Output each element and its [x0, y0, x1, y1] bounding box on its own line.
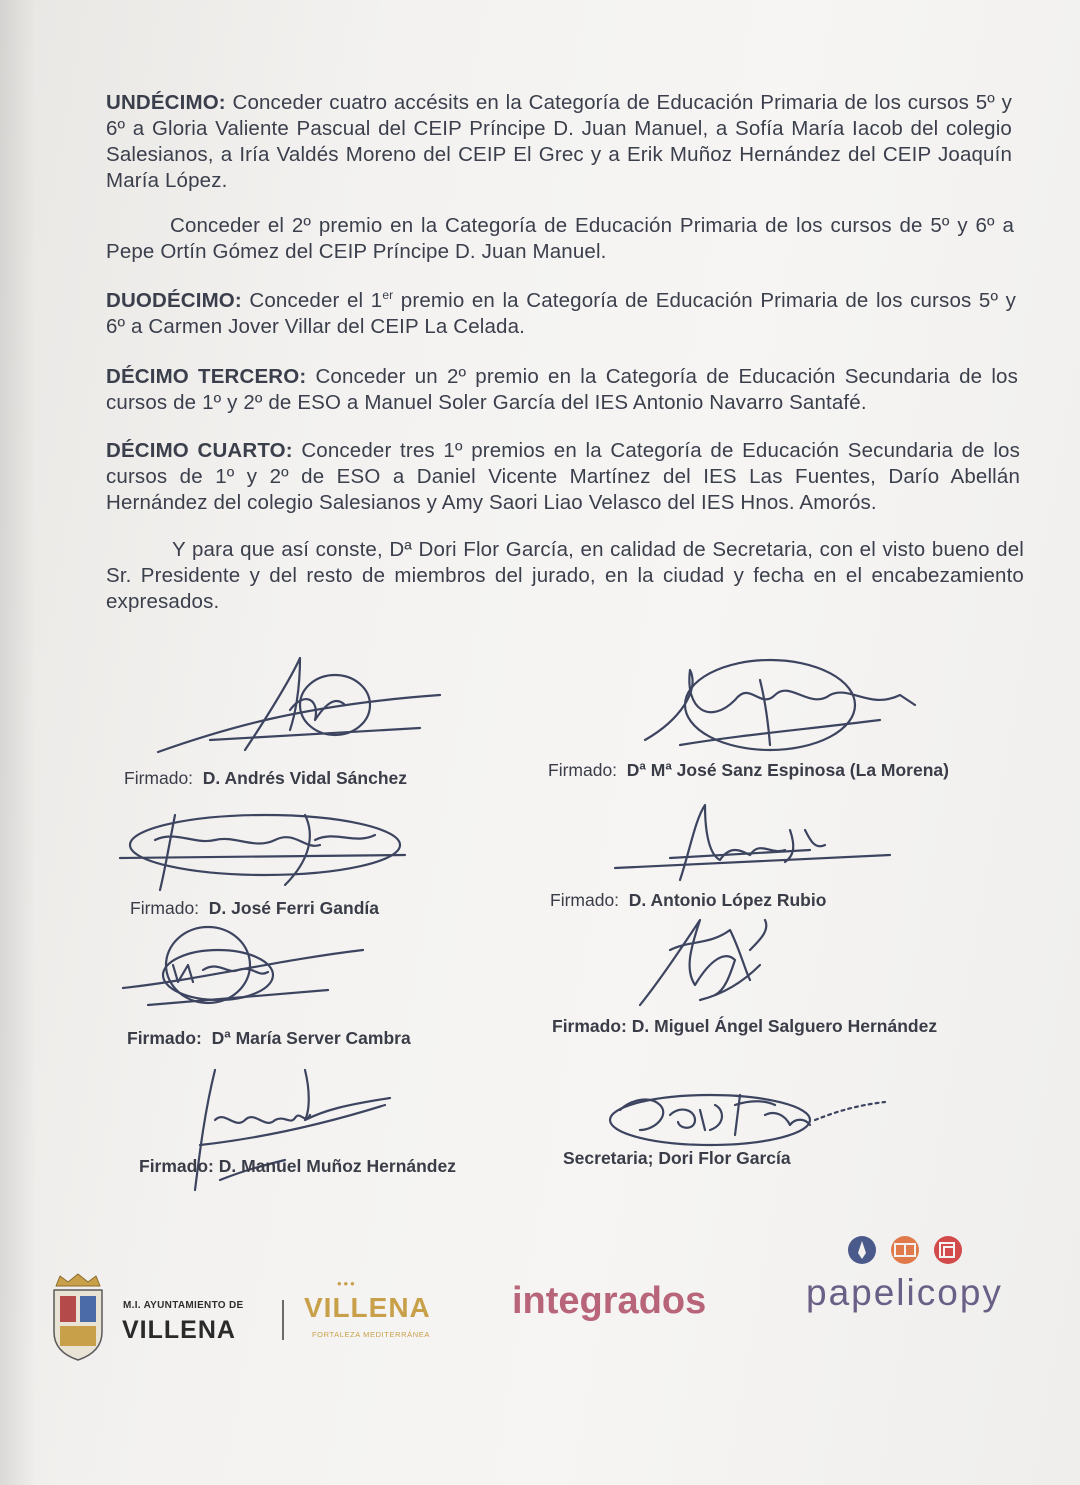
signature-label-dori-flor [563, 1148, 791, 1169]
signature-label-manuel-munoz [139, 1156, 456, 1177]
text-closing: Y para que así conste, Dª Dori Flor García, en calidad de Secretaria, con el visto bueno del Sr. Presidente y del resto de miembros del jurado, en la ciudad y fecha en el encabezamiento expresados. [106, 538, 1024, 613]
firmado-prefix: Firmado: [124, 768, 194, 788]
signature-miguel-salguero [630, 910, 780, 1010]
text-decimo-cuarto: Conceder tres 1º premios en la Categoría de Educación Secundaria de los cursos de 1º y 2º de ESO a Daniel Vicente Martínez del IES Las Fuentes, Darío Abellán Hernández del colegio Salesianos y Amy Saori Liao Velasco del IES Hnos. Amorós. [106, 439, 1021, 514]
firmado-prefix: Firmado: [548, 760, 618, 780]
signature-andres-vidal [150, 650, 450, 765]
papelicopy-logo: papelicopy [806, 1272, 1003, 1313]
text-decimo-tercero: Conceder un 2º premio en la Categoría de Educación Secundaria de los cursos de 1º y 2º de ESO a Manuel Soler García del IES Antonio Navarro Santafé. [106, 365, 1018, 414]
secretary-name: Secretaria; Dori Flor García [563, 1148, 791, 1168]
signature-label-jose-sanz [548, 760, 949, 781]
signer-name: D. Manuel Muñoz Hernández [218, 1156, 456, 1176]
signature-label-maria-server [127, 1028, 411, 1049]
signature-maria-server [118, 920, 368, 1020]
paragraph-duodecimo [106, 288, 1016, 340]
signature-jose-sanz [640, 650, 930, 760]
heading-decimo-cuarto: DÉCIMO CUARTO: [106, 439, 293, 462]
page-edge-shadow [0, 0, 36, 1485]
firmado-prefix: Firmado: [552, 1016, 627, 1036]
signature-label-jose-ferri [130, 898, 379, 919]
signature-jose-ferri [115, 800, 415, 900]
heading-decimo-tercero: DÉCIMO TERCERO: [106, 365, 307, 388]
paragraph-undecimo [106, 90, 1012, 194]
ayto-villena-label: VILLENA [122, 1316, 236, 1344]
paragraph-closing [106, 537, 1024, 615]
signature-label-antonio-lopez [550, 890, 826, 911]
text-duodecimo-a: Conceder el 1 [241, 289, 383, 312]
paragraph-second-prize-primary [106, 213, 1014, 265]
heading-duodecimo: DUODÉCIMO: [106, 289, 242, 312]
firmado-prefix: Firmado: [127, 1028, 202, 1048]
firmado-prefix: Firmado: [550, 890, 620, 910]
text-undecimo: Conceder cuatro accésits en la Categoría de Educación Primaria de los cursos 5º y 6º a Gloria Valiente Pascual del CEIP Príncipe D. Juan Manuel, a Sofía María Iacob del colegio Salesianos, a Iría Valdés Moreno del CEIP El Grec y a Erik Muñoz Hernández del CEIP Joaquín María López. [106, 91, 1012, 192]
villena-logo-dots: ••• [337, 1276, 357, 1291]
ayto-small-label: M.I. AYUNTAMIENTO DE [123, 1300, 244, 1311]
superscript-er: er [382, 288, 394, 303]
paragraph-decimo-tercero [106, 364, 1018, 416]
signer-name: D. Andrés Vidal Sánchez [202, 768, 408, 788]
signature-label-andres-vidal [124, 768, 407, 789]
villena-coat-of-arms-icon [50, 1272, 106, 1364]
signature-antonio-lopez [610, 800, 900, 890]
signer-name: Dª Mª José Sanz Espinosa (La Morena) [626, 760, 949, 780]
villena-brand-logo: VILLENA [304, 1292, 431, 1323]
signer-name: Dª María Server Cambra [211, 1028, 411, 1048]
heading-undecimo: UNDÉCIMO: [106, 91, 226, 114]
footer-divider [282, 1300, 284, 1340]
villena-tagline: FORTALEZA MEDITERRÁNEA [312, 1330, 430, 1339]
signature-dori-flor [600, 1080, 890, 1150]
firmado-prefix: Firmado: [130, 898, 200, 918]
papelicopy-icons [845, 1233, 980, 1267]
integrados-logo: integrados [512, 1280, 707, 1322]
firmado-prefix: Firmado: [139, 1156, 214, 1176]
text-duodecimo-b: premio en la Categoría de Educación Primaria de los cursos 5º y 6º a Carmen Jover Villar del CEIP La Celada. [106, 289, 1016, 338]
signature-label-miguel-salguero [552, 1016, 937, 1037]
text-second-prize-primary: Conceder el 2º premio en la Categoría de Educación Primaria de los cursos de 5º y 6º a Pepe Ortín Gómez del CEIP Príncipe D. Juan Manuel. [106, 214, 1014, 263]
signer-name: D. Antonio López Rubio [628, 890, 827, 910]
paragraph-decimo-cuarto [106, 438, 1020, 516]
signer-name: D. Miguel Ángel Salguero Hernández [631, 1016, 938, 1036]
signer-name: D. José Ferri Gandía [208, 898, 379, 918]
